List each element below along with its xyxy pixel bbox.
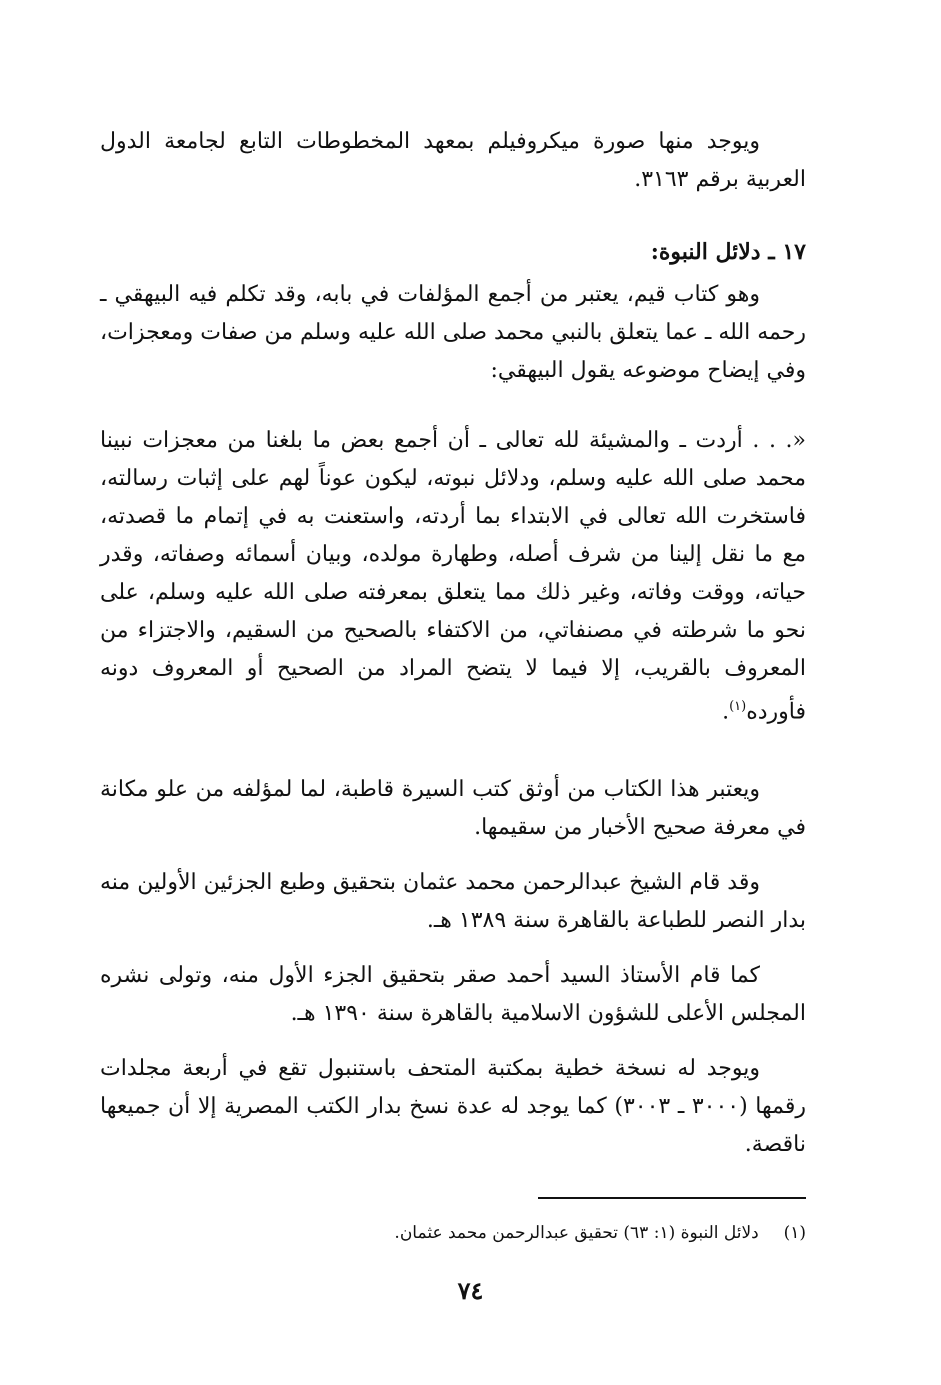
paragraph-text: وهو كتاب قيم، يعتبر من أجمع المؤلفات في بابه، وقد تكلم فيه البيهقي ـ رحمه الله ـ عما يتعلق بالنبي محمد صلى الله عليه وسلم من صفات ومعجزات، وفي إيضاح موضوعه يقول البيهقي: bbox=[100, 282, 806, 383]
paragraph-book-description bbox=[100, 276, 806, 390]
paragraph-manuscripts bbox=[100, 1050, 806, 1164]
paragraph-edition-1 bbox=[100, 864, 806, 940]
paragraph-text: ويعتبر هذا الكتاب من أوثق كتب السيرة قاطبة، لما لمؤلفه من علو مكانة في معرفة صحيح الأخبار من سقيمها. bbox=[100, 777, 806, 840]
footnote-marker: (١) bbox=[783, 1223, 806, 1243]
footnote-divider bbox=[538, 1197, 806, 1199]
paragraph-text: ويوجد له نسخة خطية بمكتبة المتحف باستنبول تقع في أربعة مجلدات رقمها (٣٠٠٠ ـ ٣٠٠٣) كما يوجد له عدة نسخ بدار الكتب المصرية إلا أن جميعها ناقصة. bbox=[100, 1056, 807, 1157]
paragraph-reliability bbox=[100, 771, 806, 847]
page-number: ٧٤ bbox=[457, 1276, 484, 1305]
paragraph-text: كما قام الأستاذ السيد أحمد صقر بتحقيق الجزء الأول منه، وتولى نشره المجلس الأعلى للشؤون الاسلامية بالقاهرة سنة ١٣٩٠ هـ. bbox=[100, 963, 806, 1026]
footnote-reference: (١) bbox=[729, 699, 747, 714]
section-heading-text: ١٧ ـ دلائل النبوة: bbox=[650, 239, 806, 265]
quotation-end: . bbox=[722, 699, 730, 725]
quotation-paragraph bbox=[100, 422, 806, 731]
paragraph-text: وقد قام الشيخ عبدالرحمن محمد عثمان بتحقيق وطبع الجزئين الأولين منه بدار النصر للطباعة بالقاهرة سنة ١٣٨٩ هـ. bbox=[100, 870, 806, 933]
footnote bbox=[300, 1220, 806, 1246]
paragraph-edition-2 bbox=[100, 957, 806, 1033]
paragraph-microfilm bbox=[100, 123, 806, 199]
paragraph-text: ويوجد منها صورة ميكروفيلم بمعهد المخطوطات التابع لجامعة الدول العربية برقم ٣١٦٣. bbox=[100, 129, 806, 192]
quotation bbox=[100, 422, 806, 731]
footnote-text: دلائل النبوة (١: ٦٣) تحقيق عبدالرحمن محمد عثمان. bbox=[394, 1223, 759, 1243]
quotation-text: «. . . أردت ـ والمشيئة لله تعالى ـ أن أجمع بعض ما بلغنا من معجزات نبينا محمد صلى الله عليه وسلم، ودلائل نبوته، ليكون عوناً لهم على إثبات رسالته، فاستخرت الله تعالى في الابتداء بما أردته، واستعنت به في إتمام ما قصدته، مع ما نقل إلينا من شرف أصله، وطهارة مولده، وبيان أسمائه وصفاته، وقدر حياته، ووقت وفاته، وغير ذلك مما يتعلق بمعرفته صلى الله عليه وسلم، على نحو ما شرطته في مصنفاتي، من الاكتفاء بالصحيح من السقيم، والاجتزاء من المعروف بالقريب، إلا فيما لا يتضح المراد من الصحيح أو المعروف دونه فأورده bbox=[100, 428, 806, 725]
section-heading bbox=[100, 233, 806, 271]
